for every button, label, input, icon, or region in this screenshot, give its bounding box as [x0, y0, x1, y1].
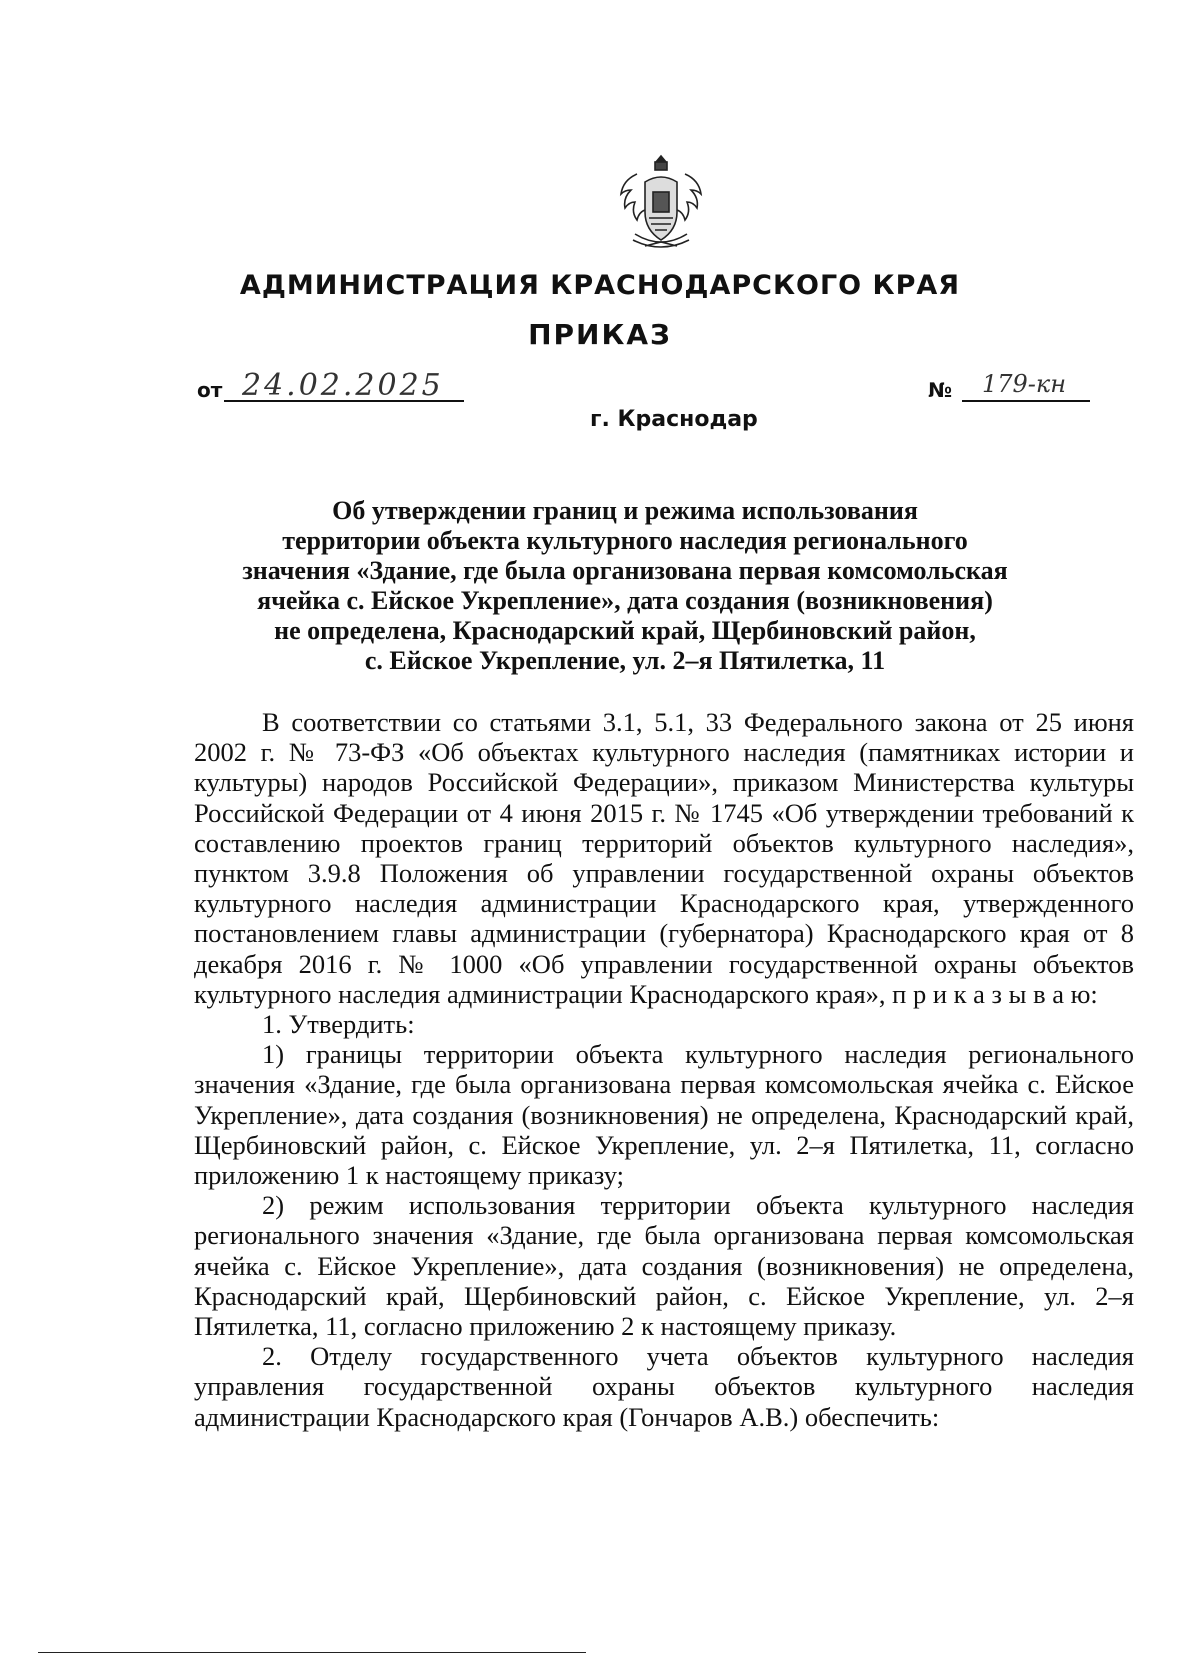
paragraph-item-1-1: 1) границы территории объекта культурного наследия регионального значения «Здание, где была организована первая комсомольская ячейка с. Ейское Укрепление», дата создания (возникновения) не определена, Краснодарский край, Щербиновский район, с. Ейское Укрепление, ул. 2–я Пятилетка, 11, согласно приложению 1 к настоящему приказу; — [194, 1039, 1134, 1191]
document-body — [194, 707, 1134, 1432]
document-type: ПРИКАЗ — [528, 318, 672, 351]
coat-of-arms-icon — [615, 152, 707, 252]
number-label: № — [928, 378, 953, 402]
number-value: 179-кн — [962, 370, 1090, 402]
title-line: Об утверждении границ и режима использования — [332, 496, 918, 525]
paragraph-item-2: 2. Отделу государственного учета объектов культурного наследия управления государственной охраны объектов культурного наследия администрации Краснодарского края (Гончаров А.В.) обеспечить: — [194, 1341, 1134, 1432]
title-line: территории объекта культурного наследия регионального — [282, 526, 968, 555]
date-value: 24.02.2025 — [224, 368, 464, 402]
title-line: ячейка с. Ейское Укрепление», дата создания (возникновения) — [257, 586, 993, 615]
document-title — [190, 496, 1060, 676]
title-line: с. Ейское Укрепление, ул. 2–я Пятилетка, 11 — [364, 646, 886, 675]
footer-divider — [38, 1652, 586, 1653]
organization-name: АДМИНИСТРАЦИЯ КРАСНОДАРСКОГО КРАЯ — [239, 270, 961, 301]
title-line: не определена, Краснодарский край, Щербиновский район, — [274, 616, 976, 645]
paragraph-item-1-2: 2) режим использования территории объекта культурного наследия регионального значения «Здание, где была организована первая комсомольская ячейка с. Ейское Укрепление», дата создания (возникновения) не определена, Краснодарский край, Щербиновский район, с. Ейское Укрепление, ул. 2–я Пятилетка, 11, согласно приложению 2 к настоящему приказу. — [194, 1190, 1134, 1342]
city: г. Краснодар — [590, 407, 758, 432]
title-line: значения «Здание, где была организована первая комсомольская — [242, 556, 1008, 585]
paragraph-item-1: 1. Утвердить: — [262, 1009, 415, 1040]
paragraph-preamble: В соответствии со статьями 3.1, 5.1, 33 Федерального закона от 25 июня 2002 г. № 73-ФЗ «Об объектах культурного наследия (памятниках истории и культуры) народов Российской Федерации», приказом Министерства культуры Российской Федерации от 4 июня 2015 г. № 1745 «Об утверждении требований к составлению проектов границ территорий объектов культурного наследия», пунктом 3.9.8 Положения об управлении государственной охраны объектов культурного наследия администрации Краснодарского края, утвержденного постановлением главы администрации (губернатора) Краснодарского края от 8 декабря 2016 г. № 1000 «Об управлении государственной охраны объектов культурного наследия администрации Краснодарского края», п р и к а з ы в а ю: — [194, 707, 1134, 1009]
date-prefix: от — [197, 378, 223, 402]
